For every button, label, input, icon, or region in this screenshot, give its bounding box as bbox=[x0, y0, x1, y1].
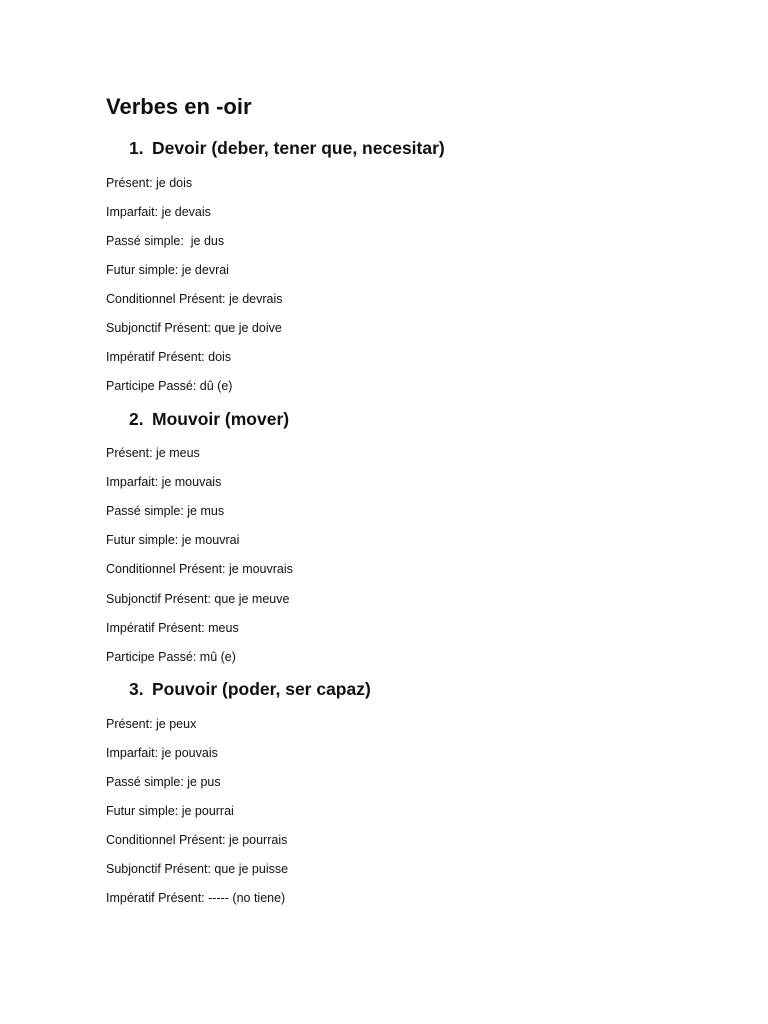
conjugation-line: Impératif Présent: ----- (no tiene) bbox=[106, 891, 286, 905]
section-number: 1. bbox=[129, 138, 144, 158]
conjugation-line: Futur simple: je mouvrai bbox=[106, 533, 240, 547]
conjugation-line: Conditionnel Présent: je devrais bbox=[106, 292, 283, 306]
section-heading-mouvoir bbox=[129, 408, 289, 430]
section-number: 2. bbox=[129, 409, 144, 429]
section-heading-pouvoir bbox=[129, 678, 371, 700]
section-number: 3. bbox=[129, 679, 144, 699]
conjugation-line: Conditionnel Présent: je pourrais bbox=[106, 833, 288, 847]
conjugation-line: Impératif Présent: meus bbox=[106, 621, 239, 635]
conjugation-line: Passé simple: je dus bbox=[106, 234, 225, 248]
section-title: Devoir (deber, tener que, necesitar) bbox=[152, 138, 445, 158]
section-title: Pouvoir (poder, ser capaz) bbox=[152, 679, 371, 699]
conjugation-line: Passé simple: je mus bbox=[106, 504, 225, 518]
document-title: Verbes en -oir bbox=[106, 94, 252, 119]
conjugation-line: Subjonctif Présent: que je doive bbox=[106, 321, 282, 335]
conjugation-line: Imparfait: je devais bbox=[106, 205, 211, 219]
conjugation-line: Futur simple: je pourrai bbox=[106, 804, 234, 818]
conjugation-line: Participe Passé: mû (e) bbox=[106, 650, 236, 664]
conjugation-line: Subjonctif Présent: que je meuve bbox=[106, 592, 290, 606]
conjugation-line: Participe Passé: dû (e) bbox=[106, 379, 233, 393]
section-heading-devoir bbox=[129, 137, 445, 159]
conjugation-line: Présent: je peux bbox=[106, 717, 197, 731]
conjugation-line: Subjonctif Présent: que je puisse bbox=[106, 862, 289, 876]
conjugation-line: Imparfait: je mouvais bbox=[106, 475, 222, 489]
conjugation-line: Conditionnel Présent: je mouvrais bbox=[106, 562, 293, 576]
conjugation-line: Passé simple: je pus bbox=[106, 775, 221, 789]
conjugation-line: Présent: je dois bbox=[106, 176, 193, 190]
section-title: Mouvoir (mover) bbox=[152, 409, 290, 429]
conjugation-line: Futur simple: je devrai bbox=[106, 263, 229, 277]
conjugation-line: Présent: je meus bbox=[106, 446, 200, 460]
conjugation-line: Impératif Présent: dois bbox=[106, 350, 232, 364]
conjugation-line: Imparfait: je pouvais bbox=[106, 746, 218, 760]
